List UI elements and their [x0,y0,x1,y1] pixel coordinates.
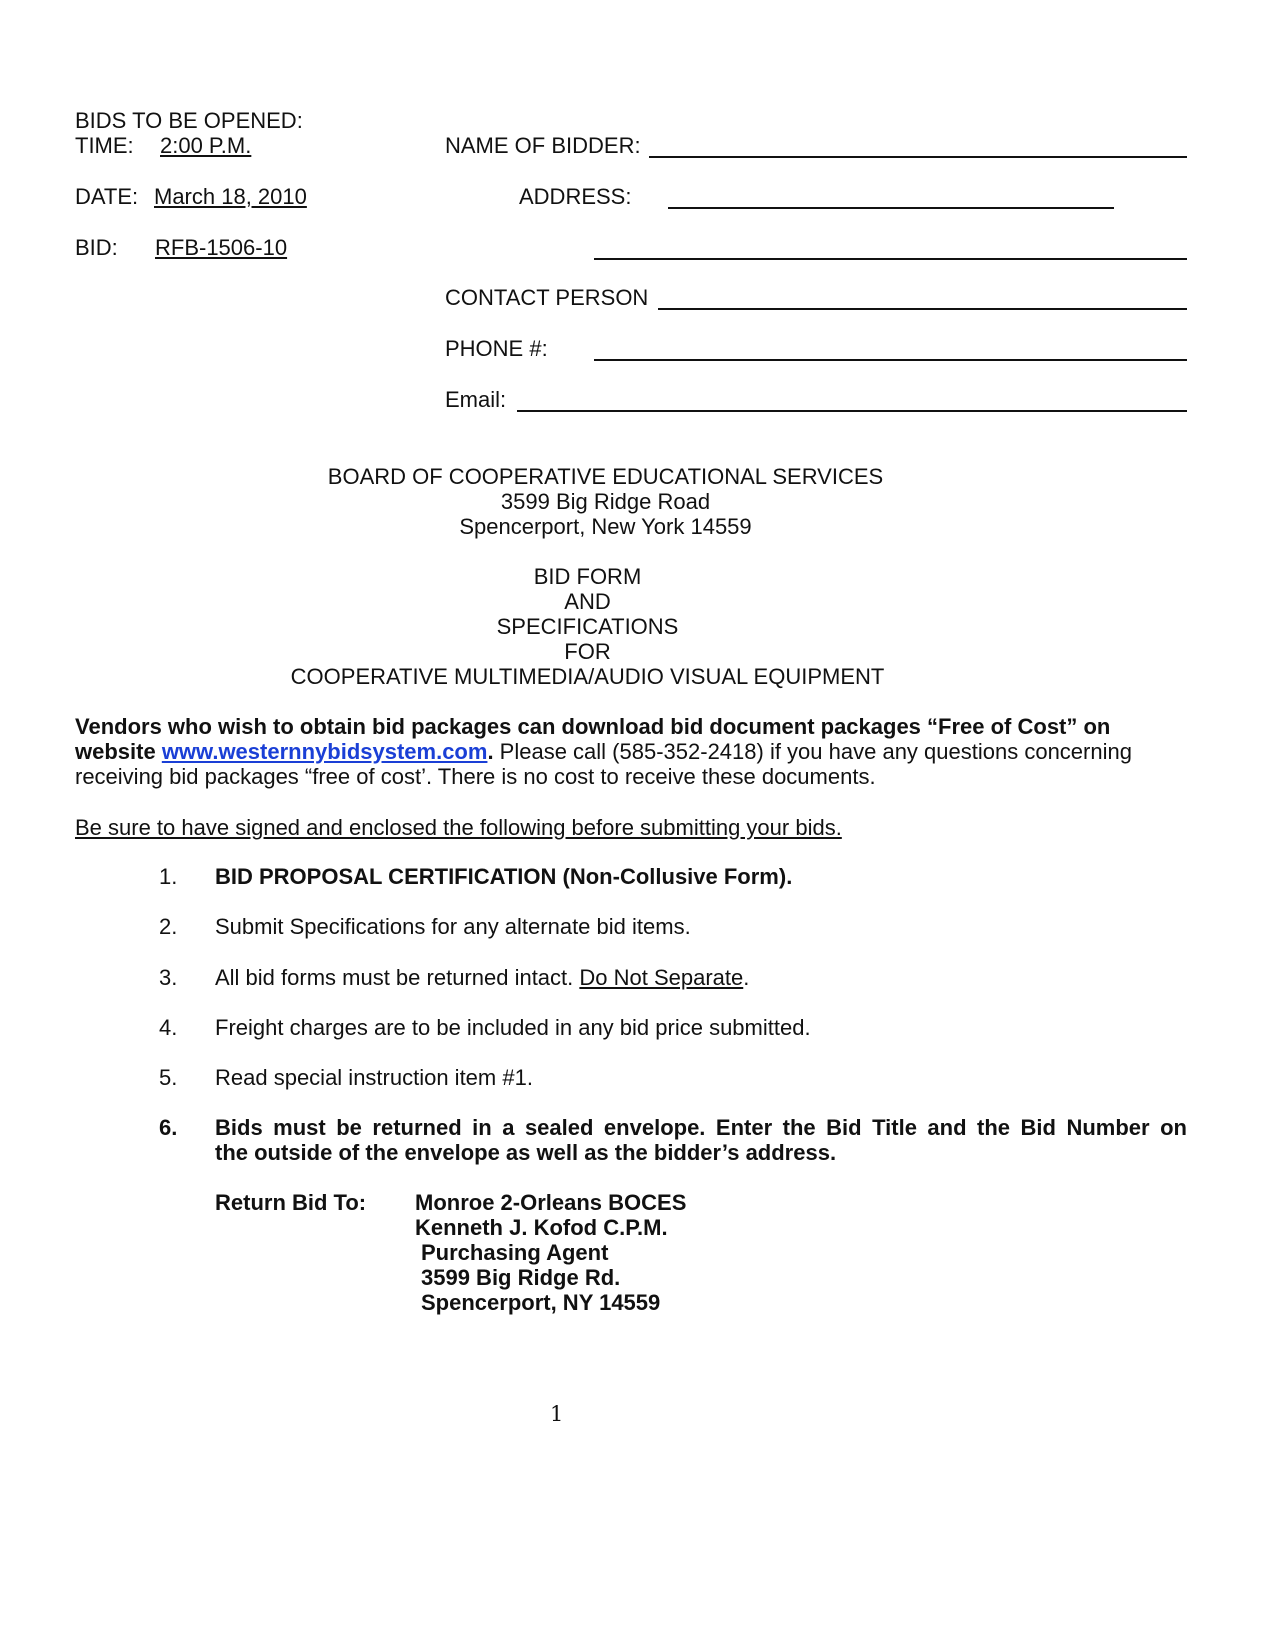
bid-label: BID: [75,235,118,260]
checklist-item-1: BID PROPOSAL CERTIFICATION (Non-Collusive Form). [215,864,793,889]
title-line-3: SPECIFICATIONS [496,614,679,639]
title-line-5: COOPERATIVE MULTIMEDIA/AUDIO VISUAL EQUIPMENT [290,664,885,689]
bid-number: RFB-1506-10 [155,235,288,260]
time-value: 2:00 P.M. [160,133,252,158]
vendor-note-line1: Vendors who wish to obtain bid packages can download bid document packages “Free of Cost” on [75,714,1111,739]
title-line-2: AND [564,589,611,614]
phone-label: PHONE #: [445,336,548,361]
bid-system-website-link[interactable]: www.westernnybidsystem.com [161,739,488,764]
address-field-line2[interactable] [594,258,1187,260]
checklist-number-5: 5. [159,1065,178,1090]
checklist-number-2: 2. [159,914,178,939]
contact-person-label: CONTACT PERSON [445,285,649,310]
email-label: Email: [445,387,507,412]
organization-street: 3599 Big Ridge Road [500,489,711,514]
do-not-separate: Do Not Separate [579,965,744,990]
return-address-line2: Kenneth J. Kofod C.P.M. [415,1215,668,1240]
return-address-line5: Spencerport, NY 14559 [421,1290,661,1315]
vendor-note-period: . [487,739,494,764]
name-of-bidder-label: NAME OF BIDDER: [445,133,641,158]
bids-opened-label: BIDS TO BE OPENED: [75,108,303,133]
checklist-number-6: 6. [159,1115,178,1140]
checklist-item-6-line2: the outside of the envelope as well as the bidder’s address. [215,1140,837,1165]
email-field[interactable] [517,410,1187,412]
date-label: DATE: [75,184,139,209]
return-address-line3: Purchasing Agent [421,1240,609,1265]
vendor-note-website-prefix: website [75,739,162,764]
return-address-line1: Monroe 2-Orleans BOCES [415,1190,687,1215]
title-line-1: BID FORM [533,564,642,589]
vendor-note-call-text: Please call (585-352-2418) if you have any questions concerning [493,739,1132,764]
checklist-number-3: 3. [159,965,178,990]
checklist-number-1: 1. [159,864,178,889]
address-label: ADDRESS: [519,184,632,209]
title-line-4: FOR [564,639,611,664]
vendor-note-line3: receiving bid packages “free of cost’. There is no cost to receive these documents. [75,764,876,789]
checklist-item-3-period: . [743,965,750,990]
contact-person-field[interactable] [658,308,1187,310]
phone-field[interactable] [594,359,1187,361]
checklist-intro: Be sure to have signed and enclosed the following before submitting your bids. [75,815,842,840]
date-value: March 18, 2010 [154,184,307,209]
name-of-bidder-field[interactable] [649,156,1187,158]
return-bid-label: Return Bid To: [215,1190,367,1215]
vendor-note-line2 [75,739,1205,765]
checklist-item-5: Read special instruction item #1. [215,1065,533,1090]
checklist-item-4: Freight charges are to be included in any bid price submitted. [215,1015,811,1040]
checklist-item-6-line1: Bids must be returned in a sealed envelope. Enter the Bid Title and the Bid Number on [215,1115,1187,1140]
return-address-line4: 3599 Big Ridge Rd. [421,1265,621,1290]
page-number: 1 [550,1402,564,1426]
organization-name: BOARD OF COOPERATIVE EDUCATIONAL SERVICES [327,464,884,489]
time-label: TIME: [75,133,134,158]
checklist-number-4: 4. [159,1015,178,1040]
checklist-item-2: Submit Specifications for any alternate bid items. [215,914,691,939]
checklist-item-3 [215,965,749,991]
organization-city: Spencerport, New York 14559 [459,514,752,539]
checklist-item-3-text: All bid forms must be returned intact. [215,965,580,990]
address-field-line1[interactable] [668,207,1114,209]
